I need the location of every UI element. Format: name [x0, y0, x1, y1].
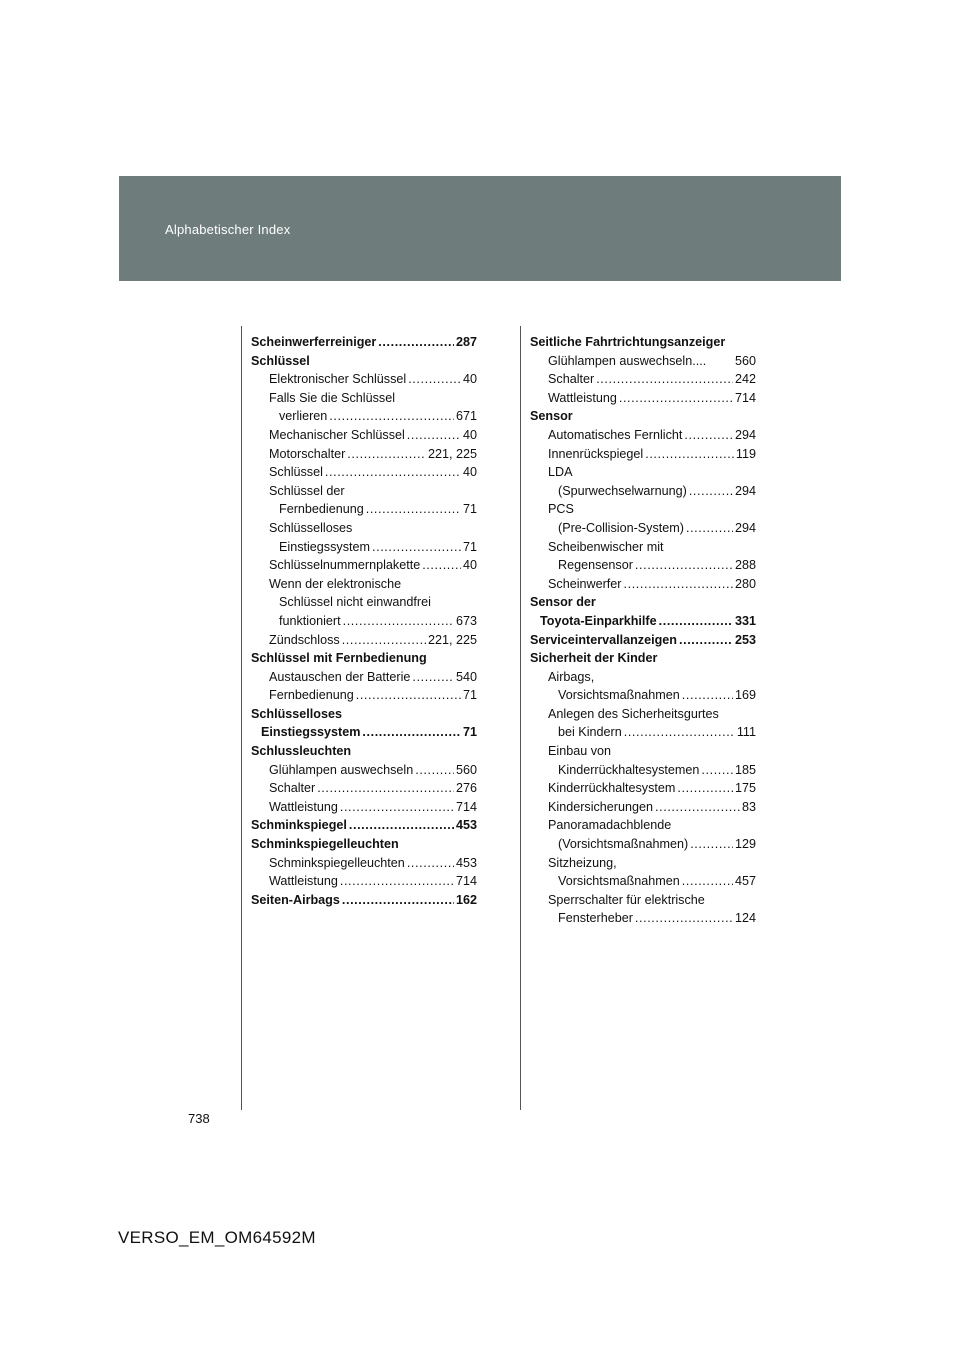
leader-dots	[645, 445, 734, 464]
index-page-ref: 40	[462, 558, 477, 573]
index-page-ref: 288	[734, 558, 756, 573]
leader-dots	[407, 426, 461, 445]
index-term: Schlüssel	[269, 465, 323, 480]
leader-dots	[340, 872, 454, 891]
leader-dots	[342, 631, 426, 650]
index-term: Schminkspiegelleuchten	[251, 837, 399, 852]
index-page-ref: 276	[455, 781, 477, 796]
index-term: Fensterheber	[558, 911, 633, 926]
leader-dots	[422, 556, 461, 575]
index-term: Fernbedienung	[279, 502, 364, 517]
index-entry	[530, 575, 756, 594]
index-page-ref: 185	[734, 762, 756, 777]
index-page-ref: 40	[462, 465, 477, 480]
index-term: Innenrückspiegel	[548, 446, 644, 461]
index-page-ref: 169	[734, 688, 756, 703]
index-term: Toyota-Einparkhilfe	[540, 613, 657, 628]
index-page-ref: 714	[455, 799, 477, 814]
leader-dots	[701, 761, 733, 780]
index-term: Schalter	[548, 372, 595, 387]
index-term: Sicherheit der Kinder	[530, 651, 658, 666]
index-entry	[251, 798, 477, 817]
index-term: Einbau von	[548, 744, 612, 759]
index-entry	[251, 407, 477, 426]
index-term: Einstiegssystem	[279, 539, 370, 554]
index-term: (Vorsichtsmaßnahmen)	[558, 837, 689, 852]
leader-dots	[677, 779, 733, 798]
index-entry	[251, 500, 477, 519]
leader-dots	[325, 463, 461, 482]
leader-dots	[349, 816, 454, 835]
leader-dots	[659, 612, 733, 631]
index-entry	[530, 389, 756, 408]
index-entry	[530, 556, 756, 575]
index-term: Schlüsselloses	[251, 706, 343, 721]
index-entry	[530, 612, 756, 631]
index-term: Mechanischer Schlüssel	[269, 427, 405, 442]
index-entry	[530, 445, 756, 464]
index-entry	[530, 463, 756, 482]
index-page-ref: 294	[734, 520, 756, 535]
index-entry	[251, 761, 477, 780]
column-divider-left	[241, 326, 242, 1110]
index-entry	[530, 816, 756, 835]
index-term: bei Kindern	[558, 725, 622, 740]
index-entry	[251, 482, 477, 501]
index-term: Schminkspiegelleuchten	[269, 855, 405, 870]
index-term: Elektronischer Schlüssel	[269, 372, 407, 387]
index-entry	[530, 519, 756, 538]
leader-dots	[415, 761, 454, 780]
index-term: Wattleistung	[548, 390, 617, 405]
leader-dots	[635, 556, 733, 575]
index-page-ref: 560	[734, 353, 756, 368]
index-page-ref: 40	[462, 372, 477, 387]
leader-dots	[342, 891, 454, 910]
index-entry	[251, 463, 477, 482]
index-term: Airbags,	[548, 669, 595, 684]
index-page-ref: 162	[455, 892, 477, 907]
index-term: Glühlampen auswechseln	[269, 762, 414, 777]
index-entry	[251, 854, 477, 873]
index-term: funktioniert	[279, 613, 341, 628]
index-term: Motorschalter	[269, 446, 346, 461]
leader-dots	[340, 798, 454, 817]
index-entry	[251, 668, 477, 687]
index-page-ref: 671	[455, 409, 477, 424]
index-page-ref: 453	[455, 818, 477, 833]
index-entry	[530, 426, 756, 445]
leader-dots	[686, 519, 733, 538]
index-term: Vorsichtsmaßnahmen	[558, 688, 680, 703]
index-term: Vorsichtsmaßnahmen	[558, 874, 680, 889]
index-entry	[530, 891, 756, 910]
index-entry	[251, 686, 477, 705]
index-term: Scheinwerferreiniger	[251, 335, 377, 349]
index-term: Scheibenwischer mit	[548, 539, 664, 554]
index-term: Zündschloss	[269, 632, 340, 647]
leader-dots	[624, 723, 735, 742]
index-term: Wattleistung	[269, 874, 338, 889]
index-entry	[251, 575, 477, 594]
index-page-ref: 111	[736, 725, 756, 740]
leader-dots	[366, 500, 461, 519]
index-page-ref: 673	[455, 613, 477, 628]
page-title: Alphabetischer Index	[165, 222, 291, 237]
index-term: Panoramadachblende	[548, 818, 672, 833]
index-entry	[530, 407, 756, 426]
index-entry	[530, 872, 756, 891]
index-term: Schlüssel nicht einwandfrei	[279, 595, 431, 610]
index-entry	[530, 742, 756, 761]
index-entry	[251, 352, 477, 371]
index-term: Kinderrückhaltesystem	[548, 781, 676, 796]
leader-dots	[689, 482, 733, 501]
index-entry	[251, 742, 477, 761]
index-page-ref: 71	[462, 539, 477, 554]
header-band	[119, 176, 841, 281]
index-page-ref: 294	[734, 427, 756, 442]
index-term: Regensensor	[558, 558, 633, 573]
index-entry	[530, 761, 756, 780]
index-entry	[530, 909, 756, 928]
index-entry	[530, 686, 756, 705]
index-term: Wenn der elektronische	[269, 576, 402, 591]
index-page-ref: 560	[455, 762, 477, 777]
index-entry	[251, 835, 477, 854]
index-entry	[530, 798, 756, 817]
leader-dots	[682, 686, 733, 705]
index-page-ref: 457	[734, 874, 756, 889]
index-term: PCS	[548, 502, 574, 517]
index-entry	[251, 519, 477, 538]
index-term: Schlüsselnummernplakette	[269, 558, 421, 573]
index-term: Scheinwerfer	[548, 576, 622, 591]
leader-dots	[412, 668, 454, 687]
leader-dots	[679, 631, 733, 650]
index-term: Fernbedienung	[269, 688, 354, 703]
index-entry	[530, 482, 756, 501]
leader-dots	[372, 538, 461, 557]
index-term: Sensor	[530, 409, 573, 424]
index-entry	[530, 500, 756, 519]
index-page-ref: 453	[455, 855, 477, 870]
index-term: Anlegen des Sicherheitsgurtes	[548, 706, 719, 721]
index-entry	[251, 370, 477, 389]
page-number: 738	[188, 1111, 210, 1126]
index-term: (Pre-Collision-System)	[558, 520, 684, 535]
leader-dots	[619, 389, 733, 408]
leader-dots	[347, 445, 426, 464]
leader-dots	[682, 872, 733, 891]
index-term: Schalter	[269, 781, 316, 796]
index-entry	[251, 612, 477, 631]
index-entry	[251, 538, 477, 557]
index-page-ref: 83	[741, 799, 756, 814]
index-page-ref: 71	[462, 502, 477, 517]
leader-dots	[635, 909, 733, 928]
document-code: VERSO_EM_OM64592M	[118, 1228, 316, 1247]
index-term: Schlüssel der	[269, 483, 345, 498]
index-column-right	[530, 333, 756, 928]
index-entry	[530, 631, 756, 650]
index-entry	[251, 389, 477, 408]
leader-dots	[317, 779, 454, 798]
index-page-ref: 71	[462, 725, 477, 740]
leader-dots	[362, 723, 461, 742]
index-term: (Spurwechselwarnung)	[558, 483, 687, 498]
index-entry	[530, 779, 756, 798]
leader-dots	[690, 835, 733, 854]
index-entry	[251, 891, 477, 910]
leader-dots	[655, 798, 740, 817]
index-term: Wattleistung	[269, 799, 338, 814]
index-entry	[530, 723, 756, 742]
index-page-ref: 714	[734, 390, 756, 405]
index-page-ref: 540	[455, 669, 477, 684]
index-term: Einstiegssystem	[261, 725, 361, 740]
leader-dots	[356, 686, 461, 705]
index-column-left	[251, 333, 477, 909]
index-entry	[251, 556, 477, 575]
index-entry	[251, 649, 477, 668]
index-term: Seiten-Airbags	[251, 892, 340, 907]
index-term: Schminkspiegel	[251, 818, 347, 833]
index-entry	[251, 631, 477, 650]
index-page-ref: 253	[734, 632, 756, 647]
index-entry	[530, 668, 756, 687]
index-entry	[530, 705, 756, 724]
leader-dots	[329, 407, 454, 426]
index-page-ref: 221, 225	[427, 446, 477, 461]
index-term: Schlüssel	[251, 353, 310, 368]
index-page-ref: 280	[734, 576, 756, 591]
index-entry	[251, 816, 477, 835]
index-page-ref: 221, 225	[427, 632, 477, 647]
index-term: Seitliche Fahrtrichtungsanzeiger	[530, 335, 726, 349]
index-entry	[530, 835, 756, 854]
leader-dots	[407, 854, 454, 873]
index-entry	[251, 705, 477, 724]
index-page-ref: 175	[734, 781, 756, 796]
index-entry	[251, 426, 477, 445]
index-page-ref: 294	[734, 483, 756, 498]
index-page-ref: 124	[734, 911, 756, 926]
column-divider-right	[520, 326, 521, 1110]
index-page-ref: 287	[455, 335, 477, 349]
index-page-ref: 71	[462, 688, 477, 703]
leader-dots	[624, 575, 733, 594]
index-term: Glühlampen auswechseln....	[548, 353, 707, 368]
index-entry	[530, 352, 756, 371]
index-term: Sensor der	[530, 595, 596, 610]
index-term: Schlussleuchten	[251, 744, 352, 759]
index-page-ref: 129	[734, 837, 756, 852]
leader-dots	[378, 333, 454, 352]
index-term: Austauschen der Batterie	[269, 669, 411, 684]
index-term: Falls Sie die Schlüssel	[269, 390, 395, 405]
index-term: Kindersicherungen	[548, 799, 654, 814]
index-term: Kinderrückhaltesystemen	[558, 762, 700, 777]
index-entry	[530, 593, 756, 612]
index-term: Automatisches Fernlicht	[548, 427, 683, 442]
index-page-ref: 119	[735, 446, 756, 461]
index-entry	[530, 333, 756, 352]
index-entry	[530, 854, 756, 873]
leader-dots	[408, 370, 461, 389]
leader-dots	[684, 426, 733, 445]
index-term: LDA	[548, 465, 573, 480]
index-page-ref: 331	[734, 613, 756, 628]
index-term: Sperrschalter für elektrische	[548, 892, 705, 907]
index-page-ref: 714	[455, 874, 477, 889]
leader-dots	[596, 370, 733, 389]
leader-dots	[343, 612, 454, 631]
index-page-ref: 40	[462, 427, 477, 442]
index-page-ref: 242	[734, 372, 756, 387]
index-entry	[251, 445, 477, 464]
index-term: Schlüsselloses	[269, 520, 353, 535]
index-entry	[251, 593, 477, 612]
index-entry	[530, 370, 756, 389]
index-term: Serviceintervallanzeigen	[530, 632, 677, 647]
index-entry	[530, 538, 756, 557]
index-term: Schlüssel mit Fernbedienung	[251, 651, 427, 666]
index-term: Sitzheizung,	[548, 855, 617, 870]
index-entry	[251, 779, 477, 798]
index-entry	[251, 333, 477, 352]
index-term: verlieren	[279, 409, 328, 424]
index-entry	[251, 872, 477, 891]
index-entry	[530, 649, 756, 668]
index-entry	[251, 723, 477, 742]
